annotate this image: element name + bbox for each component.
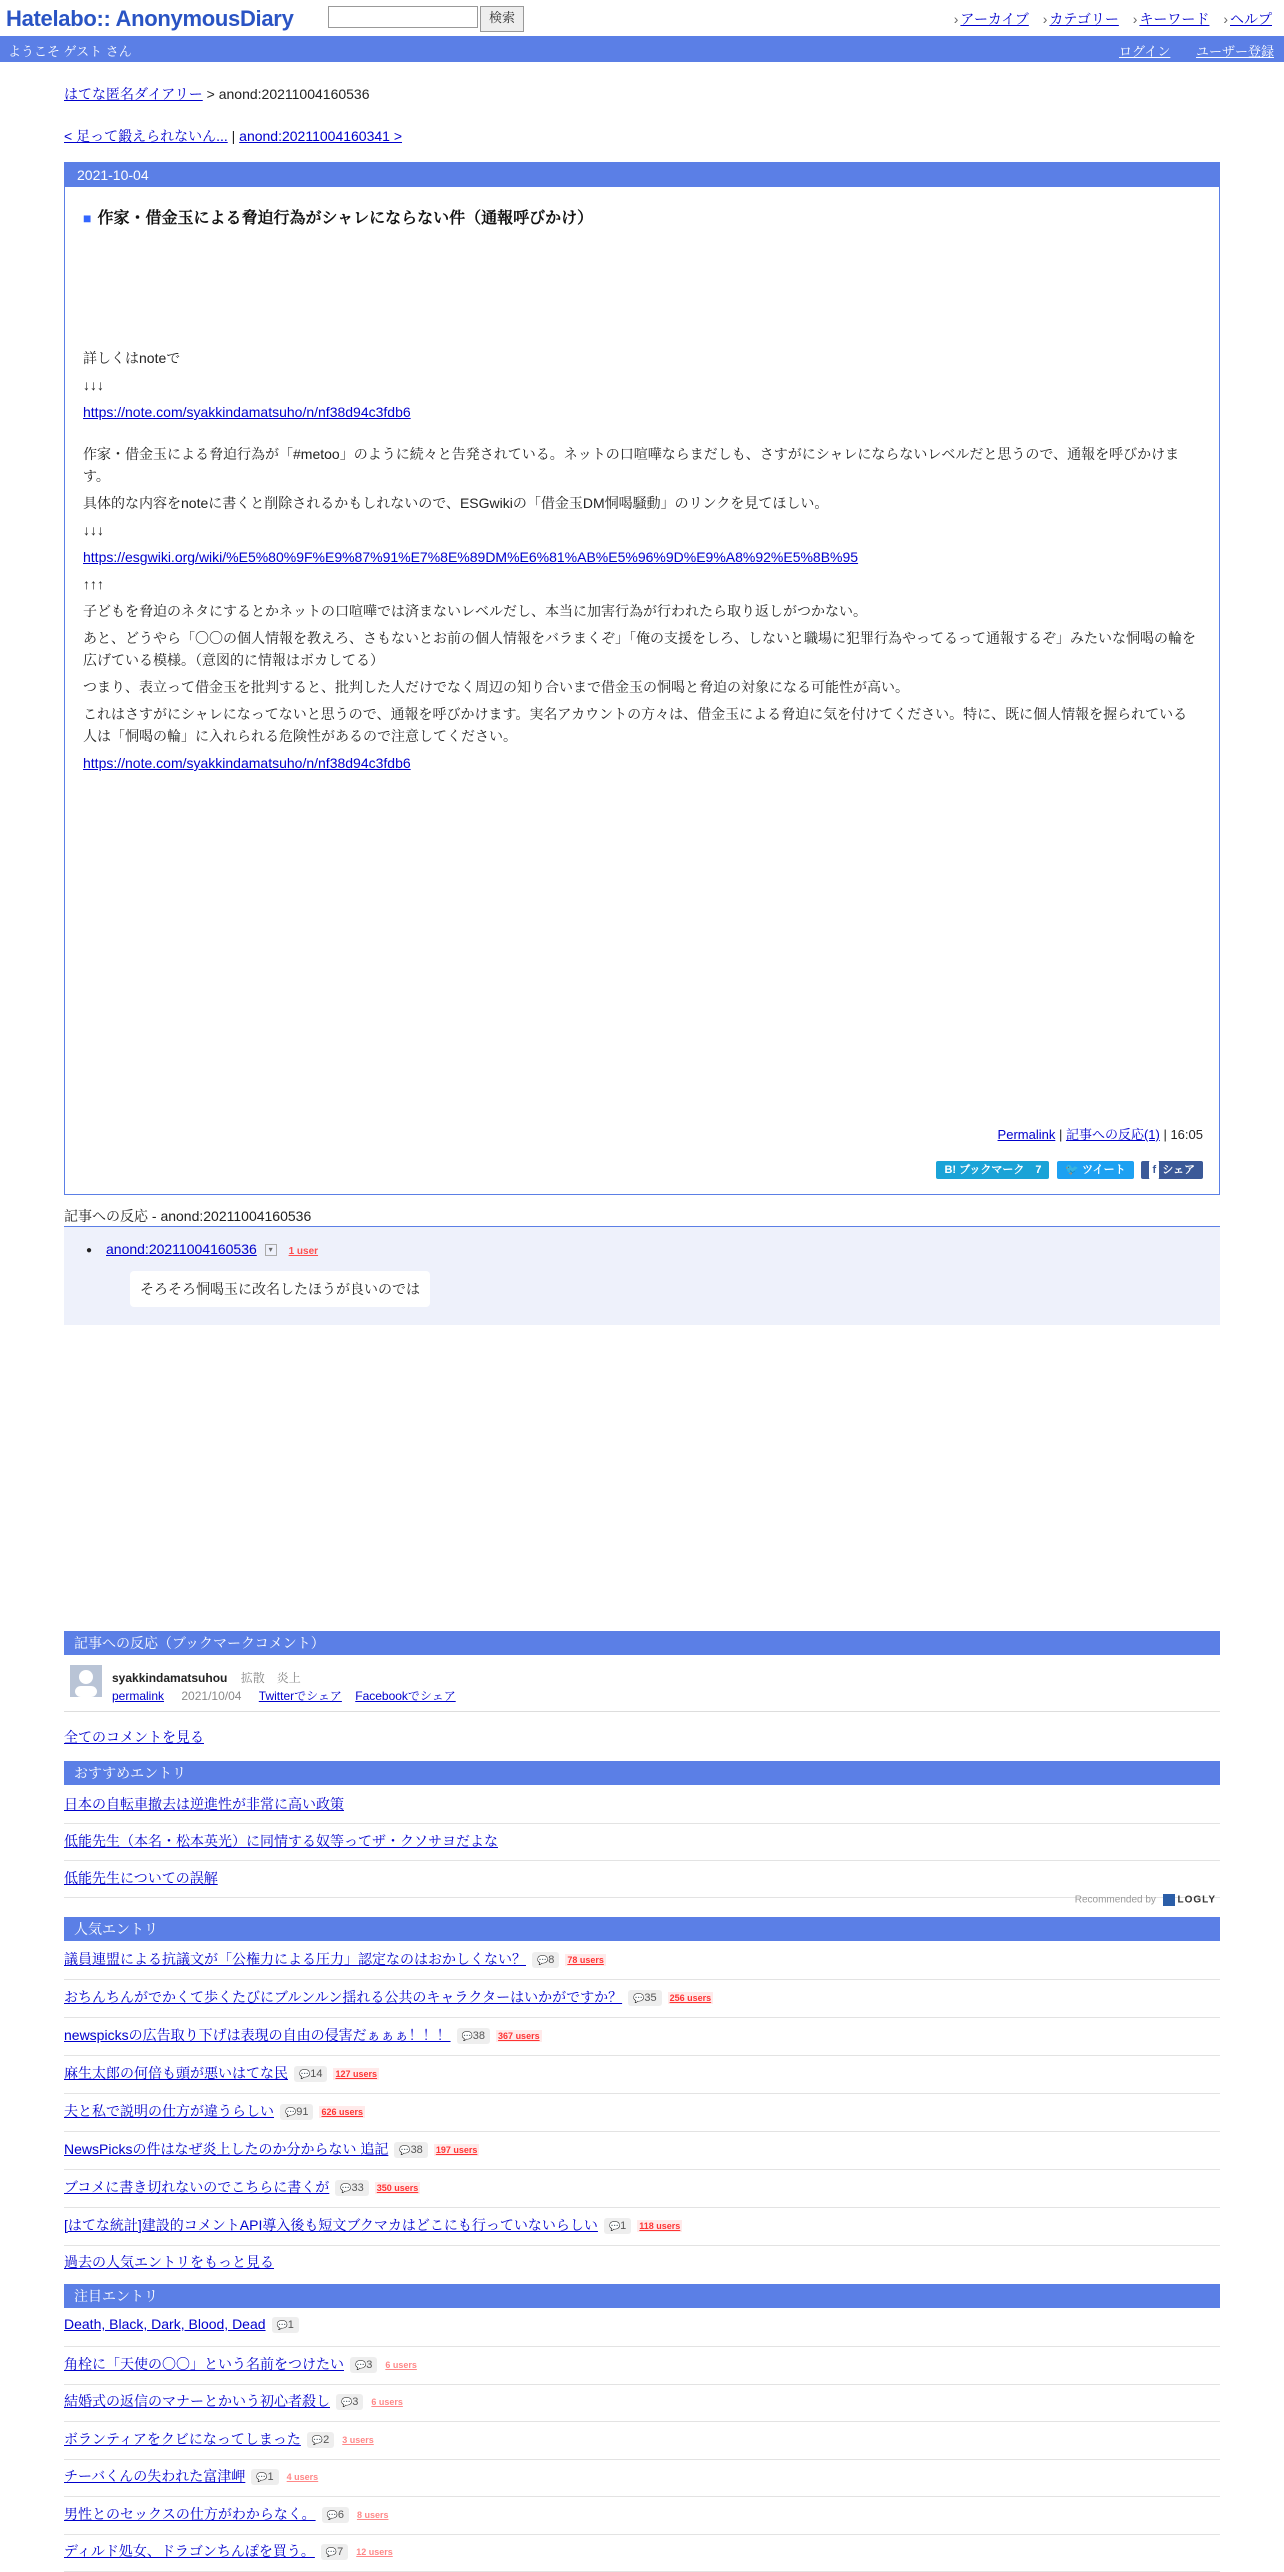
list-item	[64, 2348, 1220, 2385]
next-entry-link[interactable]: anond:20211004160341 >	[239, 128, 403, 144]
entry-nav	[64, 126, 402, 146]
entry-text: ↑↑↑	[83, 576, 104, 592]
recommended-entry-link[interactable]: 低能先生についての誤解	[64, 1870, 218, 1886]
comment-bubble-icon: 💬	[299, 2069, 311, 2080]
list-item	[64, 1787, 1220, 1824]
tweet-label: ツイート	[1082, 1164, 1126, 1176]
reaction-comment: そろそろ恫喝玉に改名したほうが良いのでは	[130, 1271, 430, 1307]
users-badge[interactable]: 367 users	[498, 2031, 540, 2042]
dropdown-arrow-icon[interactable]: ▾	[265, 1244, 277, 1256]
reaction-users-badge[interactable]: 1 user	[288, 1246, 319, 1257]
bookmark-permalink[interactable]: permalink	[112, 1689, 165, 1703]
notable-entry-link[interactable]: 男性とのセックスの仕方がわからなく。	[64, 2505, 316, 2522]
twitter-bird-icon: 🐦	[1065, 1164, 1080, 1176]
list-item	[64, 2057, 1220, 2094]
recommended-entry-link[interactable]: 低能先生（本名・松本英光）に同情する奴等ってザ・クソサヨだよな	[64, 1833, 498, 1849]
popular-entry-link[interactable]: おちんちんがでかくて歩くたびにブルンルン揺れる公共のキャラクターはいかがですか？	[64, 1989, 623, 2005]
breadcrumb-separator: >	[206, 86, 215, 102]
list-item	[64, 2209, 1220, 2246]
users-badge[interactable]: 3 users	[342, 2434, 374, 2445]
entry-date: 2021-10-04	[65, 163, 1219, 187]
comment-count: 6	[337, 2508, 344, 2521]
users-badge[interactable]: 12 users	[356, 2547, 393, 2558]
logly-logo-icon[interactable]	[1163, 1894, 1175, 1906]
comment-bubble-icon: 💬	[633, 1993, 645, 2004]
bookmark-comments-header: 記事への反応（ブックマークコメント）	[64, 1631, 1220, 1655]
popular-entry-link[interactable]: 麻生太郎の何倍も頭が悪いはてな民	[64, 2065, 288, 2081]
comment-bubble-icon: 💬	[608, 2221, 621, 2232]
users-badge[interactable]: 6 users	[385, 2359, 417, 2370]
comment-count: 14	[310, 2068, 323, 2081]
facebook-share-button[interactable]	[1141, 1161, 1203, 1179]
list-item	[64, 2498, 1220, 2535]
notable-entry-link[interactable]: ディルド処女、ドラゴンちんぽを買う。	[64, 2543, 315, 2559]
esgwiki-link[interactable]: https://esgwiki.org/wiki/%E5%80%9F%E9%87%91%E7%8E%89DM%E6%81%AB%E5%96%9D%E9%A8%92%E5%8B%95	[83, 549, 859, 565]
comment-bubble-icon: 💬	[276, 2320, 288, 2331]
users-badge[interactable]: 8 users	[356, 2509, 389, 2520]
list-item	[64, 2019, 1220, 2056]
entry-text: 子どもを脅迫のネタにするとかネットの口喧嘩では済まないレベルだし、本当に加害行為が行われたら取り返しがつかない。	[83, 603, 867, 619]
list-item	[64, 1824, 1220, 1861]
note-link-bottom[interactable]: https://note.com/syakkindamatsuho/n/nf38d94c3fdb6	[83, 755, 411, 771]
register-link[interactable]: ユーザー登録	[1195, 44, 1274, 59]
recommended-by	[1075, 1894, 1216, 1906]
tweet-button[interactable]	[1057, 1161, 1133, 1179]
users-badge[interactable]: 4 users	[286, 2472, 319, 2483]
comment-count: 38	[410, 2144, 423, 2157]
entry-text: ↓↓↓	[83, 522, 104, 538]
bullet-icon: ●	[86, 1245, 93, 1256]
list-item	[64, 2133, 1220, 2170]
comment-count-badge[interactable]	[532, 1952, 559, 1968]
users-badge[interactable]: 350 users	[376, 2183, 419, 2194]
comment-count: 35	[644, 1992, 657, 2005]
comment-count-badge[interactable]	[272, 2317, 299, 2333]
comment-count: 38	[472, 2030, 486, 2043]
popular-entry-link[interactable]: [はてな統計]建設的コメントAPI導入後も短文ブクマカはどこにも行っていないらしい	[64, 2217, 598, 2233]
comment-count: 91	[296, 2106, 309, 2119]
comment-bubble-icon: 💬	[340, 2183, 352, 2194]
site-header	[0, 0, 1284, 36]
list-item	[64, 2095, 1220, 2132]
comment-bubble-icon: 💬	[326, 2509, 338, 2520]
notable-entry-link[interactable]: 結婚式の返信のマナーとかいう初心者殺し	[64, 2393, 330, 2409]
entry-title-text: 作家・借金玉による脅迫行為がシャレにならない件（通報呼びかけ）	[97, 210, 594, 227]
search-button[interactable]: 検索	[480, 6, 524, 32]
users-badge[interactable]: 6 users	[371, 2397, 403, 2408]
list-item	[64, 2385, 1220, 2422]
comment-count: 1	[620, 2220, 627, 2233]
logly-brand[interactable]: LOGLY	[1177, 1894, 1216, 1906]
nav-archive-link[interactable]: › アーカイブ	[954, 11, 1029, 27]
users-badge[interactable]: 127 users	[335, 2069, 378, 2080]
comment-count: 33	[351, 2182, 364, 2195]
notable-header: 注目エントリ	[64, 2284, 1220, 2308]
popular-entry-link[interactable]: ブコメに書き切れないのでこちらに書くが	[64, 2179, 330, 2195]
popular-entry-link[interactable]: NewsPicksの件はなぜ炎上したのか分からない 追記	[64, 2141, 389, 2157]
entry-text: 作家・借金玉による脅迫行為が「#metoo」のように続々と告発されている。ネットの口喧嘩ならまだしも、さすがにシャレにならないレベルだと思うので、通報を呼びかけます。	[83, 446, 1180, 484]
top-nav	[944, 9, 1272, 29]
hatena-bookmark-button[interactable]: B! ブックマーク 7	[936, 1161, 1049, 1179]
entry-text: あと、どうやら「〇〇の個人情報を教えろ、さもないとお前の個人情報をバラまくぞ」「俺の支援をしろ、しないと職場に犯罪行為やってるって通報するぞ」みたいな恫喝の輪を広げている模様。（意図的に情報はボカしてる）	[83, 630, 1196, 668]
entry-title	[83, 205, 1201, 228]
breadcrumb-root-link[interactable]: はてな匿名ダイアリー	[64, 86, 203, 102]
recommended-header: おすすめエントリ	[64, 1761, 1220, 1785]
comment-count-badge[interactable]	[628, 1990, 661, 2006]
list-item	[64, 2535, 1220, 2572]
comment-bubble-icon: 💬	[256, 2472, 268, 2483]
comment-count-badge[interactable]	[350, 2357, 377, 2373]
more-popular-link[interactable]: 過去の人気エントリをもっと見る	[64, 2254, 274, 2270]
site-logo[interactable]: Hatelabo:: AnonymousDiary	[6, 6, 294, 31]
prev-entry-link[interactable]: < 足って鍛えられないん...	[64, 128, 228, 144]
list-item	[64, 1861, 1220, 1898]
bookmark-date: 2021/10/04	[181, 1689, 242, 1703]
comment-count-badge[interactable]	[604, 2218, 631, 2234]
comment-count-badge[interactable]	[307, 2432, 334, 2448]
comment-count-badge[interactable]	[280, 2104, 313, 2120]
popular-entry-link[interactable]: newspicksの広告取り下げは表現の自由の侵害だぁぁぁ！！！	[64, 2027, 451, 2043]
search-input[interactable]	[328, 6, 478, 28]
user-avatar[interactable]	[70, 1665, 102, 1697]
notable-entry-link[interactable]: ボランティアをクビになってしまった	[64, 2430, 301, 2447]
popular-header: 人気エントリ	[64, 1917, 1220, 1941]
bookmark-tags: 拡散 炎上	[240, 1671, 301, 1685]
reactions-link[interactable]: 記事への反応(1)	[1065, 1127, 1160, 1142]
breadcrumb-current: anond:20211004160536	[218, 86, 370, 102]
comment-count: 2	[323, 2433, 330, 2446]
comment-count-badge[interactable]	[321, 2544, 348, 2560]
notable-entry-link[interactable]: Death, Black, Dark, Blood, Dead	[64, 2316, 266, 2332]
entry-nav-separator: |	[231, 128, 236, 144]
facebook-f-icon: f	[1149, 1161, 1159, 1179]
comment-count: 1	[287, 2319, 294, 2332]
reactions-title: 記事への反応 - anond:20211004160536	[64, 1208, 312, 1224]
entry-text: 具体的な内容をnoteに書くと削除されるかもしれないので、ESGwikiの「借金玉DM恫喝騒動」のリンクを見てほしい。	[83, 495, 829, 511]
recommended-by-label: Recommended by	[1074, 1894, 1156, 1906]
login-link[interactable]: ログイン	[1119, 44, 1171, 59]
comment-bubble-icon: 💬	[355, 2359, 367, 2370]
twitter-share-link[interactable]: Twitterでシェア	[258, 1689, 342, 1703]
comment-bubble-icon: 💬	[461, 2031, 473, 2042]
users-badge[interactable]: 626 users	[321, 2107, 364, 2118]
all-comments-link[interactable]: 全てのコメントを見る	[64, 1729, 204, 1745]
users-badge[interactable]: 256 users	[669, 1993, 712, 2004]
user-bar	[0, 36, 1284, 62]
comment-count-badge[interactable]	[322, 2507, 349, 2523]
entry-time: 16:05	[1170, 1127, 1203, 1142]
list-item	[64, 2171, 1220, 2208]
users-badge[interactable]: 78 users	[567, 1955, 604, 1966]
entry-body	[65, 205, 1219, 774]
comment-bubble-icon: 💬	[285, 2107, 297, 2118]
entry-text: 詳しくはnoteで	[83, 350, 181, 366]
comment-count-badge[interactable]	[335, 2180, 368, 2196]
entry-footer: Permalink | 記事への反応(1) | 16:05	[997, 1127, 1203, 1142]
list-item	[64, 2460, 1220, 2497]
list-item	[64, 1981, 1220, 2018]
entry-text: つまり、表立って借金玉を批判すると、批判した人だけでなく周辺の知り合いまで借金玉の恫喝と脅迫の対象になる可能性が高い。	[83, 679, 909, 695]
comment-bubble-icon: 💬	[341, 2397, 353, 2408]
comment-count-badge[interactable]	[336, 2394, 363, 2410]
recommended-entry-link[interactable]: 日本の自転車撤去は逆進性が非常に高い政策	[64, 1796, 344, 1812]
avatar-silhouette-icon	[70, 1665, 102, 1697]
popular-entry-link[interactable]: 議員連盟による抗議文が「公権力による圧力」認定なのはおかしくない？	[64, 1951, 526, 1967]
comment-count: 3	[366, 2358, 373, 2371]
comment-count: 3	[352, 2396, 359, 2409]
list-item	[64, 2423, 1220, 2460]
comment-count: 8	[548, 1954, 555, 1967]
comment-count-badge[interactable]	[251, 2469, 278, 2485]
entry-square-icon[interactable]: ■	[83, 210, 92, 226]
list-item	[64, 1943, 1220, 1980]
welcome-text: ようこそ ゲスト さん	[8, 44, 132, 59]
entry-section	[64, 162, 1220, 1195]
comment-count-badge[interactable]	[394, 2142, 427, 2158]
share-buttons	[932, 1160, 1203, 1179]
comment-bubble-icon: 💬	[311, 2434, 324, 2445]
permalink-link[interactable]: Permalink	[997, 1127, 1056, 1142]
entry-text: これはさすがにシャレになってないと思うので、通報を呼びかけます。実名アカウントの方々は、借金玉による脅迫に気を付けてください。特に、既に個人情報を握られている人は「恫喝の輪」に入れられる危険性があるので注意してください。	[83, 706, 1188, 744]
note-link[interactable]: https://note.com/syakkindamatsuho/n/nf38d94c3fdb6	[83, 404, 411, 420]
facebook-share-link[interactable]: Facebookでシェア	[355, 1689, 456, 1703]
users-badge[interactable]: 197 users	[435, 2145, 478, 2156]
comment-count: 1	[267, 2471, 274, 2484]
entry-text: ↓↓↓	[83, 377, 104, 393]
notable-entry-link[interactable]: チーバくんの失われた富津岬	[64, 2468, 246, 2484]
list-item	[64, 2310, 1220, 2347]
bookmark-username[interactable]: syakkindamatsuhou	[112, 1671, 228, 1685]
nav-keyword-link[interactable]: › キーワード	[1133, 11, 1210, 27]
comment-count: 7	[337, 2546, 344, 2559]
notable-entry-link[interactable]: 角栓に「天使の〇〇」という名前をつけたい	[64, 2355, 344, 2372]
comment-count-badge[interactable]	[294, 2066, 327, 2082]
comment-bubble-icon: 💬	[537, 1955, 549, 1966]
breadcrumb	[64, 84, 370, 104]
bookmark-comment-item	[64, 1661, 1220, 1712]
nav-help-link[interactable]: › ヘルプ	[1223, 11, 1272, 27]
comment-bubble-icon: 💬	[325, 2547, 338, 2558]
reaction-entry-link[interactable]: anond:20211004160536	[106, 1241, 257, 1257]
users-badge[interactable]: 118 users	[639, 2221, 681, 2232]
nav-category-link[interactable]: › カテゴリー	[1043, 11, 1119, 27]
facebook-share-label: シェア	[1162, 1164, 1195, 1176]
comment-bubble-icon: 💬	[399, 2145, 411, 2156]
comment-count-badge[interactable]	[457, 2028, 490, 2044]
reactions-list	[64, 1226, 1220, 1325]
popular-entry-link[interactable]: 夫と私で説明の仕方が違うらしい	[64, 2103, 274, 2119]
